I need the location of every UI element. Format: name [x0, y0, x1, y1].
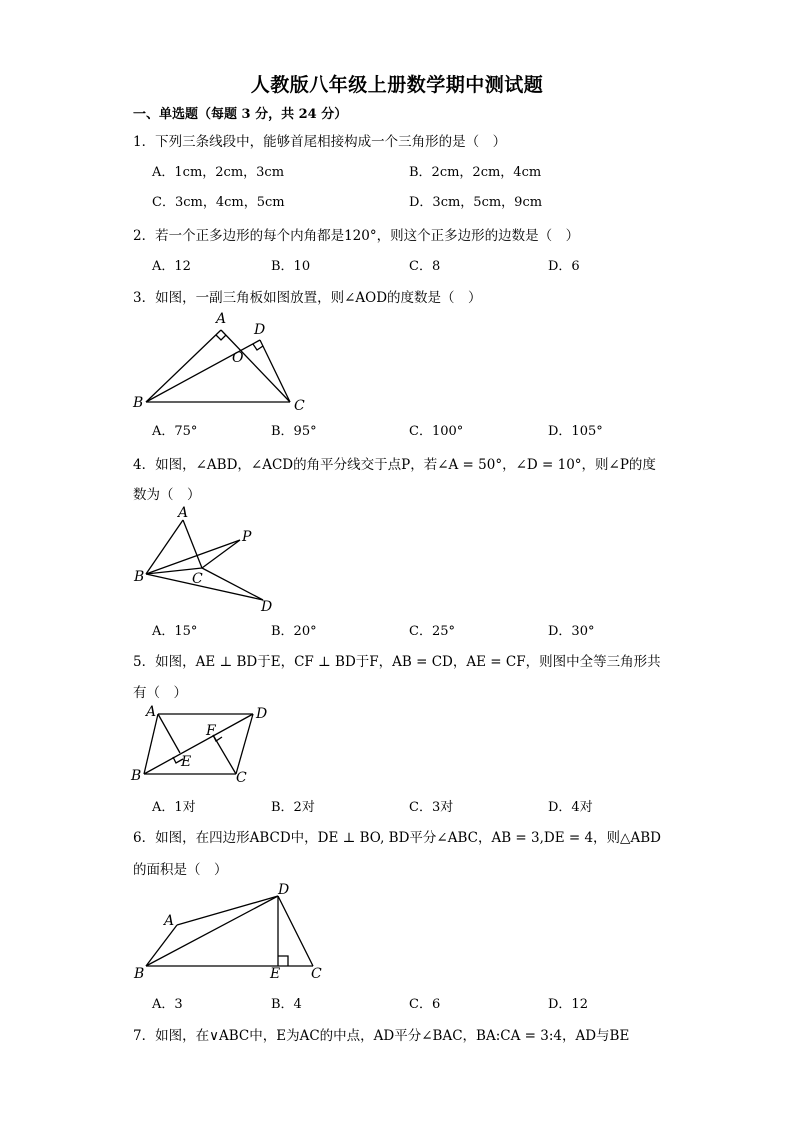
label-c: C: [236, 770, 247, 786]
question-3-stem: 3．如图，一副三角板如图放置，则∠AOD的度数是（ ）: [133, 290, 482, 306]
q3-figure: [130, 310, 320, 415]
question-4-stem-line1: 4．如图，∠ABD，∠ACD的角平分线交于点P，若∠A = 50°，∠D = 10°，则∠P的度: [133, 457, 656, 473]
label-c: C: [294, 398, 305, 414]
section-heading: 一、单选题（每题 3 分，共 24 分）: [133, 107, 348, 122]
q6-option-d: D．12: [548, 997, 588, 1012]
q1-option-b: B．2cm，2cm，4cm: [409, 165, 542, 180]
q1-option-a: A．1cm，2cm，3cm: [152, 165, 285, 180]
q5-figure: [128, 700, 278, 790]
segment-ac: [221, 330, 290, 402]
segment-pc: [202, 540, 240, 568]
label-c: C: [311, 966, 322, 982]
q1-option-c: C．3cm，4cm，5cm: [152, 195, 285, 210]
segment-ac: [183, 520, 202, 568]
segment-ae: [158, 714, 180, 753]
label-a: A: [178, 505, 189, 521]
label-a: A: [164, 913, 175, 929]
label-d: D: [256, 706, 268, 722]
question-6-stem-line2: 的面积是（ ）: [133, 862, 228, 878]
label-p: P: [242, 529, 252, 545]
segment-dc: [260, 340, 290, 402]
question-2-stem: 2．若一个正多边形的每个内角都是120°，则这个正多边形的边数是（ ）: [133, 228, 580, 244]
q6-option-b: B．4: [271, 997, 302, 1012]
right-angle-mark-a: [216, 335, 226, 340]
segment-dc: [236, 714, 253, 774]
label-a: A: [146, 704, 157, 720]
q2-option-b: B．10: [271, 259, 311, 274]
label-a: A: [216, 311, 227, 327]
q3-option-c: C．100°: [409, 424, 464, 439]
segment-ba: [146, 330, 221, 402]
label-d: D: [254, 322, 266, 338]
q1-option-d: D．3cm，5cm，9cm: [409, 195, 543, 210]
segment-bd: [146, 896, 278, 966]
segment-ab: [144, 714, 158, 774]
right-angle-mark-d: [253, 344, 263, 350]
label-b: B: [134, 966, 145, 982]
label-f: F: [206, 723, 216, 739]
label-d: D: [261, 599, 273, 615]
label-c: C: [192, 571, 203, 587]
segment-bd: [144, 714, 253, 774]
q2-option-c: C．8: [409, 259, 441, 274]
question-6-stem-line1: 6．如图，在四边形ABCD中，DE ⊥ BO, BD平分∠ABC，AB = 3,DE = 4，则△ABD: [133, 830, 661, 846]
q2-option-a: A．12: [152, 259, 191, 274]
q3-option-b: B．95°: [271, 424, 317, 439]
label-b: B: [133, 395, 144, 411]
q5-option-b: B．2对: [271, 800, 315, 815]
segment-bd: [146, 574, 263, 600]
q4-option-c: C．25°: [409, 624, 455, 639]
q6-figure: [130, 880, 330, 984]
q4-option-d: D．30°: [548, 624, 595, 639]
q5-option-a: A．1对: [152, 800, 196, 815]
label-e: E: [270, 966, 281, 982]
segment-cd: [202, 568, 263, 600]
q3-option-a: A．75°: [152, 424, 198, 439]
q6-option-c: C．6: [409, 997, 441, 1012]
segment-ba: [146, 925, 177, 966]
q4-figure: [130, 504, 280, 616]
right-angle-mark-e: [278, 956, 288, 966]
q2-option-d: D．6: [548, 259, 580, 274]
q6-option-a: A．3: [152, 997, 183, 1012]
q5-option-c: C．3对: [409, 800, 454, 815]
question-5-stem-line1: 5．如图，AE ⊥ BD于E，CF ⊥ BD于F，AB = CD，AE = CF，则图中全等三角形共: [133, 654, 661, 670]
label-b: B: [131, 768, 142, 784]
question-5-stem-line2: 有（ ）: [133, 685, 187, 701]
segment-ad: [177, 896, 278, 925]
label-d: D: [278, 882, 290, 898]
q3-option-d: D．105°: [548, 424, 603, 439]
q4-option-a: A．15°: [152, 624, 198, 639]
label-o: O: [232, 350, 244, 366]
q4-option-b: B．20°: [271, 624, 317, 639]
label-b: B: [134, 569, 145, 585]
page-title: 人教版八年级上册数学期中测试题: [250, 74, 544, 96]
q5-option-d: D．4对: [548, 800, 593, 815]
segment-ba: [146, 520, 183, 574]
label-e: E: [181, 754, 192, 770]
question-1-stem: 1．下列三条线段中，能够首尾相接构成一个三角形的是（ ）: [133, 134, 507, 150]
question-4-stem-line2: 数为（ ）: [133, 487, 201, 503]
question-7-stem: 7．如图，在∨ABC中，E为AC的中点，AD平分∠BAC，BA:CA = 3:4，AD与BE: [133, 1028, 630, 1044]
